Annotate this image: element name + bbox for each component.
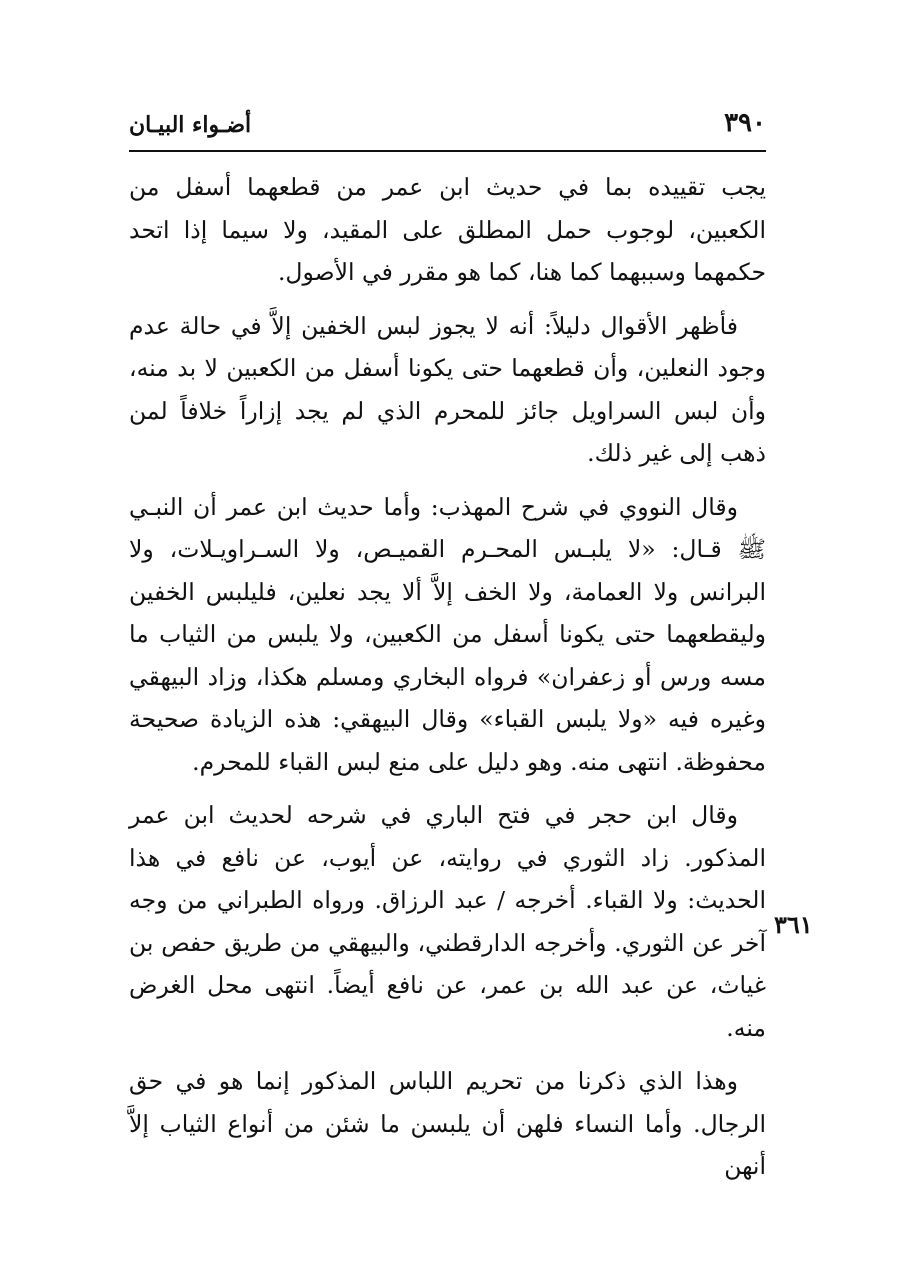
paragraph-1: يجب تقييده بما في حديث ابن عمر من قطعهما أسفل من الكعبين، لوجوب حمل المطلق على المقيد، ولا سيما إذا اتحد حكمهما وسببهما كما هنا، كما هو مقرر في الأصول. — [129, 173, 766, 286]
book-title: أضـواء البيـان — [129, 112, 252, 138]
margin-page-reference: ٣٦١ — [774, 910, 813, 939]
paragraph-5: وهذا الذي ذكرنا من تحريم اللباس المذكور إنما هو في حق الرجال. وأما النساء فلهن أن يلبسن ما شئن من أنواع الثياب إلاَّ أنهن — [129, 1067, 766, 1180]
paragraph-4: وقال ابن حجر في فتح الباري في شرحه لحديث ابن عمر المذكور. زاد الثوري في روايته، عن أيوب، عن نافع في هذا الحديث: ولا القباء. أخرجه / عبد الرزاق. ورواه الطبراني من وجه آخر عن الثوري. وأخرجه الدارقطني، والبيهقي من طريق حفص بن غياث، عن عبد الله بن عمر، عن نافع أيضاً. انتهى محل الغرض منه. — [129, 801, 766, 1042]
paragraph-3: وقال النووي في شرح المهذب: وأما حديث ابن عمر أن النبـي ﷺ قـال: «لا يلبـس المحـرم القميـص، ولا السـراويـلات، ولا البرانس ولا العمامة، ولا الخف إلاَّ ألا يجد نعلين، فليلبس الخفين وليقطعهما حتى يكونا أسفل من الكعبين، ولا يلبس من الثياب ما مسه ورس أو زعفران» فرواه البخاري ومسلم هكذا، وزاد البيهقي وغيره فيه «ولا يلبس القباء» وقال البيهقي: هذه الزيادة صحيحة محفوظة. انتهى منه. وهو دليل على منع لبس القباء للمحرم. — [129, 492, 766, 776]
paragraph-2: فأظهر الأقوال دليلاً: أنه لا يجوز لبس الخفين إلاَّ في حالة عدم وجود النعلين، وأن قطعهما حتى يكونا أسفل من الكعبين لا بد منه، وأن لبس السراويل جائز للمحرم الذي لم يجد إزاراً خلافاً لمن ذهب إلى غير ذلك. — [129, 311, 766, 467]
page-body — [129, 166, 766, 1201]
page-number: ٣٩٠ — [724, 108, 766, 138]
page-header — [129, 106, 766, 152]
